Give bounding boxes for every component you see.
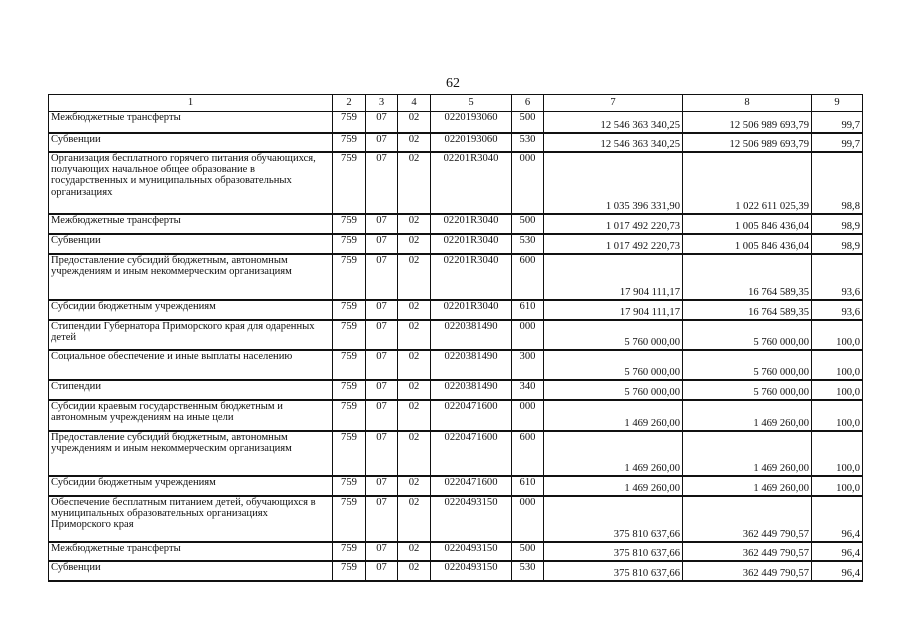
planned-amount-cell: 375 810 637,66 (544, 496, 683, 542)
execution-percent-cell: 98,8 (812, 152, 863, 214)
actual-amount-cell: 1 469 260,00 (683, 400, 812, 431)
subsection-code-cell: 02 (398, 496, 431, 542)
admin-code-cell: 759 (333, 234, 366, 254)
column-header: 2 (333, 95, 366, 112)
admin-code-cell: 759 (333, 431, 366, 476)
row-name-cell: Организация бесплатного горячего питания обучающихся, получающих начальное общее образование в государственных и муниципальных образовательных организациях (49, 152, 333, 214)
section-code-cell: 07 (366, 496, 398, 542)
subsection-code-cell: 02 (398, 254, 431, 300)
table-row (49, 561, 863, 581)
target-code-cell: 02201R3040 (431, 300, 512, 320)
planned-amount-cell: 375 810 637,66 (544, 561, 683, 581)
planned-amount-cell: 1 469 260,00 (544, 400, 683, 431)
execution-percent-cell: 93,6 (812, 254, 863, 300)
expense-type-cell: 500 (512, 112, 544, 133)
row-name-cell: Межбюджетные трансферты (49, 112, 333, 133)
actual-amount-cell: 12 506 989 693,79 (683, 133, 812, 152)
actual-amount-cell: 362 449 790,57 (683, 561, 812, 581)
subsection-code-cell: 02 (398, 542, 431, 561)
subsection-code-cell: 02 (398, 320, 431, 350)
section-code-cell: 07 (366, 400, 398, 431)
actual-amount-cell: 5 760 000,00 (683, 320, 812, 350)
column-number-row (49, 95, 863, 112)
table-row (49, 234, 863, 254)
column-header: 9 (812, 95, 863, 112)
admin-code-cell: 759 (333, 214, 366, 234)
expense-type-cell: 600 (512, 431, 544, 476)
planned-amount-cell: 5 760 000,00 (544, 320, 683, 350)
section-code-cell: 07 (366, 234, 398, 254)
expense-type-cell: 000 (512, 496, 544, 542)
table-row (49, 350, 863, 380)
admin-code-cell: 759 (333, 350, 366, 380)
expense-type-cell: 600 (512, 254, 544, 300)
admin-code-cell: 759 (333, 300, 366, 320)
planned-amount-cell: 1 469 260,00 (544, 431, 683, 476)
planned-amount-cell: 5 760 000,00 (544, 380, 683, 400)
admin-code-cell: 759 (333, 320, 366, 350)
subsection-code-cell: 02 (398, 431, 431, 476)
expense-type-cell: 000 (512, 400, 544, 431)
admin-code-cell: 759 (333, 380, 366, 400)
actual-amount-cell: 5 760 000,00 (683, 380, 812, 400)
row-name-cell: Субвенции (49, 561, 333, 581)
admin-code-cell: 759 (333, 476, 366, 496)
section-code-cell: 07 (366, 112, 398, 133)
execution-percent-cell: 100,0 (812, 400, 863, 431)
expense-type-cell: 000 (512, 320, 544, 350)
row-name-cell: Обеспечение бесплатным питанием детей, обучающихся в муниципальных образовательных организациях Приморского края (49, 496, 333, 542)
admin-code-cell: 759 (333, 400, 366, 431)
section-code-cell: 07 (366, 380, 398, 400)
target-code-cell: 0220381490 (431, 320, 512, 350)
page-number: 62 (446, 76, 460, 91)
table-row (49, 300, 863, 320)
subsection-code-cell: 02 (398, 561, 431, 581)
section-code-cell: 07 (366, 561, 398, 581)
section-code-cell: 07 (366, 254, 398, 300)
target-code-cell: 0220493150 (431, 561, 512, 581)
actual-amount-cell: 16 764 589,35 (683, 300, 812, 320)
target-code-cell: 02201R3040 (431, 214, 512, 234)
actual-amount-cell: 1 469 260,00 (683, 476, 812, 496)
row-name-cell: Предоставление субсидий бюджетным, автономным учреждениям и иным некоммерческим организациям (49, 431, 333, 476)
planned-amount-cell: 12 546 363 340,25 (544, 112, 683, 133)
target-code-cell: 02201R3040 (431, 152, 512, 214)
subsection-code-cell: 02 (398, 152, 431, 214)
planned-amount-cell: 1 035 396 331,90 (544, 152, 683, 214)
row-name-cell: Субсидии краевым государственным бюджетным и автономным учреждениям на иные цели (49, 400, 333, 431)
section-code-cell: 07 (366, 152, 398, 214)
target-code-cell: 0220193060 (431, 112, 512, 133)
row-name-cell: Стипендии (49, 380, 333, 400)
section-code-cell: 07 (366, 431, 398, 476)
planned-amount-cell: 17 904 111,17 (544, 300, 683, 320)
subsection-code-cell: 02 (398, 400, 431, 431)
table-row (49, 542, 863, 561)
row-name-cell: Предоставление субсидий бюджетным, автономным учреждениям и иным некоммерческим организациям (49, 254, 333, 300)
subsection-code-cell: 02 (398, 350, 431, 380)
table-row (49, 476, 863, 496)
planned-amount-cell: 12 546 363 340,25 (544, 133, 683, 152)
admin-code-cell: 759 (333, 561, 366, 581)
execution-percent-cell: 100,0 (812, 350, 863, 380)
table-row (49, 214, 863, 234)
admin-code-cell: 759 (333, 112, 366, 133)
execution-percent-cell: 100,0 (812, 476, 863, 496)
execution-percent-cell: 99,7 (812, 112, 863, 133)
section-code-cell: 07 (366, 214, 398, 234)
table-row (49, 112, 863, 133)
column-header: 8 (683, 95, 812, 112)
table-row (49, 152, 863, 214)
execution-percent-cell: 96,4 (812, 542, 863, 561)
expense-type-cell: 500 (512, 542, 544, 561)
admin-code-cell: 759 (333, 496, 366, 542)
actual-amount-cell: 362 449 790,57 (683, 542, 812, 561)
subsection-code-cell: 02 (398, 133, 431, 152)
target-code-cell: 0220381490 (431, 350, 512, 380)
execution-percent-cell: 98,9 (812, 214, 863, 234)
planned-amount-cell: 375 810 637,66 (544, 542, 683, 561)
admin-code-cell: 759 (333, 152, 366, 214)
column-header: 6 (512, 95, 544, 112)
execution-percent-cell: 99,7 (812, 133, 863, 152)
expense-type-cell: 500 (512, 214, 544, 234)
table-row (49, 133, 863, 152)
expense-type-cell: 530 (512, 234, 544, 254)
subsection-code-cell: 02 (398, 214, 431, 234)
planned-amount-cell: 1 469 260,00 (544, 476, 683, 496)
table-row (49, 380, 863, 400)
column-header: 5 (431, 95, 512, 112)
section-code-cell: 07 (366, 350, 398, 380)
target-code-cell: 02201R3040 (431, 254, 512, 300)
row-name-cell: Субвенции (49, 234, 333, 254)
expense-type-cell: 530 (512, 133, 544, 152)
target-code-cell: 0220493150 (431, 496, 512, 542)
row-name-cell: Социальное обеспечение и иные выплаты населению (49, 350, 333, 380)
subsection-code-cell: 02 (398, 300, 431, 320)
table-row (49, 496, 863, 542)
execution-percent-cell: 96,4 (812, 496, 863, 542)
actual-amount-cell: 5 760 000,00 (683, 350, 812, 380)
actual-amount-cell: 12 506 989 693,79 (683, 112, 812, 133)
expense-type-cell: 610 (512, 476, 544, 496)
execution-percent-cell: 100,0 (812, 320, 863, 350)
admin-code-cell: 759 (333, 254, 366, 300)
subsection-code-cell: 02 (398, 380, 431, 400)
expense-type-cell: 340 (512, 380, 544, 400)
column-header: 7 (544, 95, 683, 112)
target-code-cell: 0220381490 (431, 380, 512, 400)
table-row (49, 254, 863, 300)
admin-code-cell: 759 (333, 133, 366, 152)
section-code-cell: 07 (366, 300, 398, 320)
expense-type-cell: 000 (512, 152, 544, 214)
expense-type-cell: 530 (512, 561, 544, 581)
execution-percent-cell: 96,4 (812, 561, 863, 581)
actual-amount-cell: 1 022 611 025,39 (683, 152, 812, 214)
target-code-cell: 0220471600 (431, 476, 512, 496)
subsection-code-cell: 02 (398, 234, 431, 254)
target-code-cell: 0220493150 (431, 542, 512, 561)
planned-amount-cell: 5 760 000,00 (544, 350, 683, 380)
target-code-cell: 0220471600 (431, 431, 512, 476)
budget-table (48, 94, 863, 582)
subsection-code-cell: 02 (398, 476, 431, 496)
column-header: 3 (366, 95, 398, 112)
column-header: 4 (398, 95, 431, 112)
section-code-cell: 07 (366, 542, 398, 561)
planned-amount-cell: 17 904 111,17 (544, 254, 683, 300)
table-row (49, 431, 863, 476)
actual-amount-cell: 362 449 790,57 (683, 496, 812, 542)
table-row (49, 400, 863, 431)
row-name-cell: Субсидии бюджетным учреждениям (49, 300, 333, 320)
actual-amount-cell: 1 005 846 436,04 (683, 234, 812, 254)
expense-type-cell: 610 (512, 300, 544, 320)
planned-amount-cell: 1 017 492 220,73 (544, 214, 683, 234)
table-row (49, 320, 863, 350)
execution-percent-cell: 100,0 (812, 380, 863, 400)
expense-type-cell: 300 (512, 350, 544, 380)
table-body (49, 112, 863, 581)
section-code-cell: 07 (366, 133, 398, 152)
admin-code-cell: 759 (333, 542, 366, 561)
actual-amount-cell: 1 469 260,00 (683, 431, 812, 476)
actual-amount-cell: 1 005 846 436,04 (683, 214, 812, 234)
row-name-cell: Стипендии Губернатора Приморского края для одаренных детей (49, 320, 333, 350)
section-code-cell: 07 (366, 476, 398, 496)
actual-amount-cell: 16 764 589,35 (683, 254, 812, 300)
section-code-cell: 07 (366, 320, 398, 350)
row-name-cell: Субсидии бюджетным учреждениям (49, 476, 333, 496)
subsection-code-cell: 02 (398, 112, 431, 133)
column-header: 1 (49, 95, 333, 112)
row-name-cell: Межбюджетные трансферты (49, 542, 333, 561)
execution-percent-cell: 98,9 (812, 234, 863, 254)
target-code-cell: 02201R3040 (431, 234, 512, 254)
execution-percent-cell: 93,6 (812, 300, 863, 320)
planned-amount-cell: 1 017 492 220,73 (544, 234, 683, 254)
target-code-cell: 0220193060 (431, 133, 512, 152)
execution-percent-cell: 100,0 (812, 431, 863, 476)
target-code-cell: 0220471600 (431, 400, 512, 431)
row-name-cell: Субвенции (49, 133, 333, 152)
row-name-cell: Межбюджетные трансферты (49, 214, 333, 234)
